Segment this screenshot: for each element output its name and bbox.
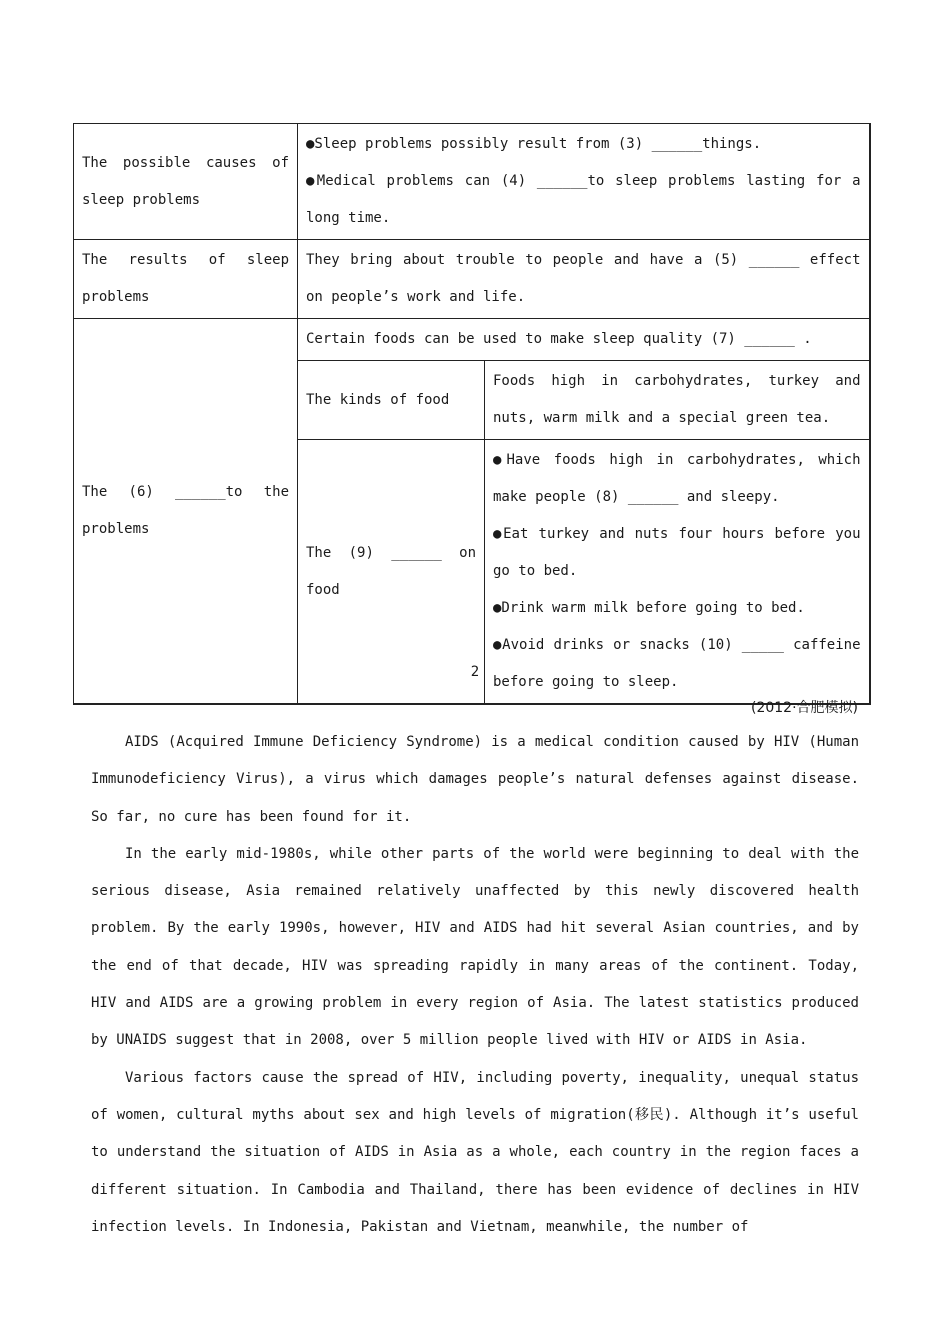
- results-label-cell: The results of sleep problems: [74, 240, 298, 319]
- causes-line-1: ●Sleep problems possibly result from (3) ______things.: [306, 136, 762, 152]
- solutions-intro-cell: Certain foods can be used to make sleep quality (7) ______ .: [298, 319, 870, 361]
- passage-paragraph-3: Various factors cause the spread of HIV, including poverty, inequality, unequal status of women, cultural myths about sex and high levels of migration(移民). Although it’s useful to understand the situation of AIDS in Asia as a whole, each country in the region faces a different situation. In Cambodia and Thailand, there has been evidence of declines in HIV infection levels. In Indonesia, Pakistan and Vietnam, meanwhile, the number of: [91, 1069, 859, 1235]
- kinds-of-food-label-cell: The kinds of food: [298, 361, 485, 440]
- passage-paragraph-1: AIDS (Acquired Immune Deficiency Syndrome) is a medical condition caused by HIV (Human Immunodeficiency Virus), a virus which damages people’s natural defenses against disease. So far, no cure has been found for it.: [91, 734, 859, 825]
- results-content-cell: They bring about trouble to people and have a (5) ______ effect on people’s work and life.: [298, 240, 870, 319]
- passage-source: (2012·合肥模拟): [750, 700, 858, 716]
- reading-passage: [91, 724, 859, 1246]
- food-tip-1: ●Have foods high in carbohydrates, which make people (8) ______ and sleepy.: [493, 452, 861, 505]
- causes-line-2: ●Medical problems can (4) ______to sleep problems lasting for a long time.: [306, 173, 861, 226]
- page-number: 2: [470, 664, 480, 680]
- food-tip-4: ●Avoid drinks or snacks (10) _____ caffeine before going to sleep.: [493, 637, 861, 690]
- blank-9-label-cell: The (9) ______ on food: [298, 440, 485, 705]
- causes-label-cell: The possible causes of sleep problems: [74, 124, 298, 240]
- food-tip-2: ●Eat turkey and nuts four hours before you go to bed.: [493, 526, 861, 579]
- kinds-of-food-content-cell: Foods high in carbohydrates, turkey and nuts, warm milk and a special green tea.: [485, 361, 870, 440]
- food-tip-3: ●Drink warm milk before going to bed.: [493, 600, 805, 616]
- solutions-label-cell: The (6) ______to the problems: [74, 319, 298, 705]
- passage-paragraph-2: In the early mid-1980s, while other parts of the world were beginning to deal with the serious disease, Asia remained relatively unaffected by this newly discovered health problem. By the early 1990s, however, HIV and AIDS had hit several Asian countries, and by the end of that decade, HIV was spreading rapidly in many areas of the continent. Today, HIV and AIDS are a growing problem in every region of Asia. The latest statistics produced by UNAIDS suggest that in 2008, over 5 million people lived with HIV or AIDS in Asia.: [91, 845, 859, 1049]
- causes-content-cell: [298, 124, 870, 240]
- sleep-problems-table: [73, 123, 871, 705]
